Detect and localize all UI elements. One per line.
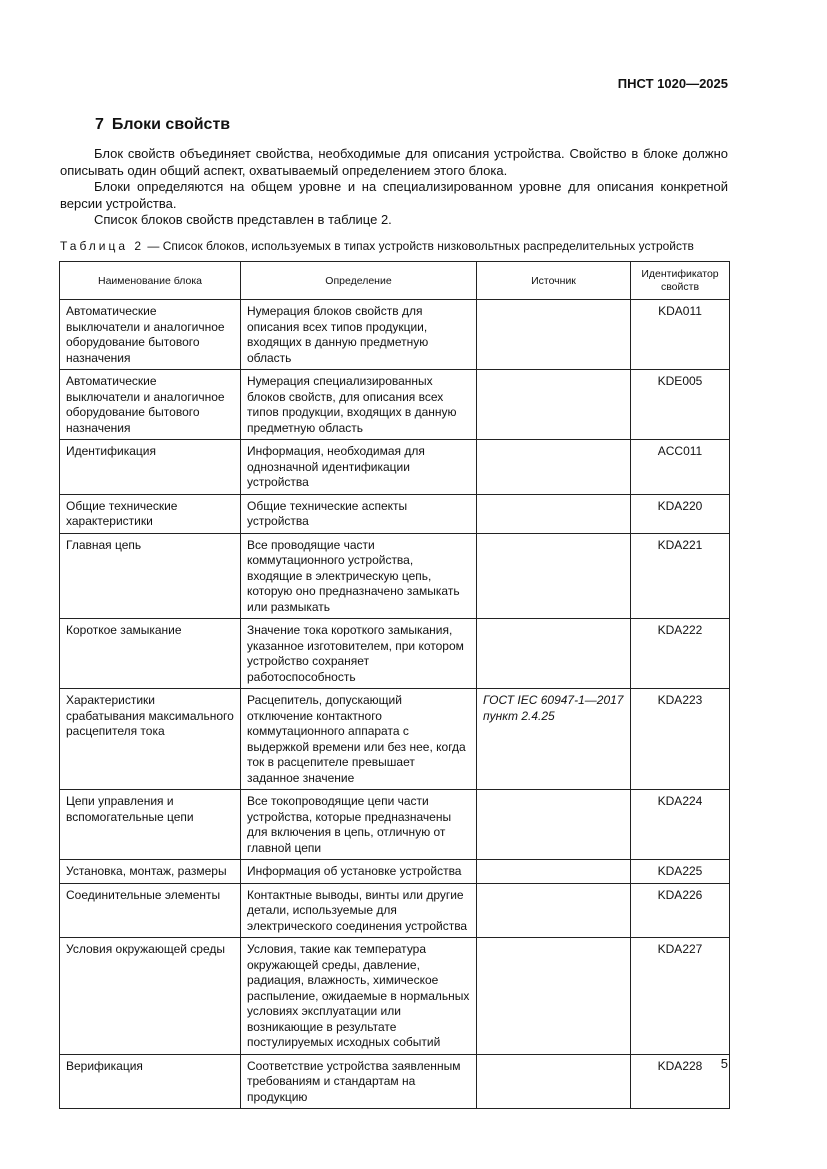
table-row <box>60 370 730 440</box>
table-row <box>60 1054 730 1109</box>
paragraph: Список блоков свойств представлен в таблице 2. <box>94 212 392 227</box>
cell-definition: Нумерация блоков свойств для описания всех типов продукции, входящих в данную предметную область <box>241 300 477 370</box>
table-row <box>60 790 730 860</box>
table-row <box>60 440 730 495</box>
header-property-id: Идентификатор свойств <box>631 262 730 300</box>
paragraph: Блоки определяются на общем уровне и на специализированном уровне для описания конкретной версии устройства. <box>60 179 728 211</box>
cell-source <box>477 300 631 370</box>
cell-property-id: KDE005 <box>631 370 730 440</box>
document-code: ПНСТ 1020—2025 <box>617 76 728 91</box>
cell-source <box>477 1054 631 1109</box>
cell-block-name: Автоматические выключатели и аналогичное оборудование бытового назначения <box>60 370 241 440</box>
cell-definition: Нумерация специализированных блоков свойств, для описания всех типов продукции, входящих в данную предметную область <box>241 370 477 440</box>
cell-source <box>477 938 631 1055</box>
table-row <box>60 619 730 689</box>
table-row <box>60 860 730 884</box>
section-body <box>60 146 728 229</box>
cell-source <box>477 440 631 495</box>
table-row <box>60 533 730 619</box>
cell-property-id: KDA223 <box>631 689 730 790</box>
cell-definition: Соответствие устройства заявленным требованиям и стандартам на продукцию <box>241 1054 477 1109</box>
table-row <box>60 938 730 1055</box>
cell-block-name: Установка, монтаж, размеры <box>60 860 241 884</box>
cell-property-id: KDA228 <box>631 1054 730 1109</box>
cell-property-id: KDA220 <box>631 494 730 533</box>
page-number: 5 <box>720 1056 728 1071</box>
cell-source <box>477 370 631 440</box>
cell-block-name: Идентификация <box>60 440 241 495</box>
cell-source <box>477 533 631 619</box>
cell-definition: Все проводящие части коммутационного устройства, входящие в электрическую цепь, которую оно предназначено замыкать или размыкать <box>241 533 477 619</box>
header-block-name: Наименование блока <box>60 262 241 300</box>
cell-block-name: Автоматические выключатели и аналогичное оборудование бытового назначения <box>60 300 241 370</box>
cell-block-name: Соединительные элементы <box>60 883 241 938</box>
paragraph: Блок свойств объединяет свойства, необходимые для описания устройства. Свойство в блоке должно описывать один общий аспект, охватываемый определением этого блока. <box>60 146 728 178</box>
header-source: Источник <box>477 262 631 300</box>
cell-block-name: Главная цепь <box>60 533 241 619</box>
section-title <box>95 116 230 134</box>
table-header-row <box>60 262 730 300</box>
cell-property-id: KDA011 <box>631 300 730 370</box>
cell-property-id: KDA227 <box>631 938 730 1055</box>
cell-property-id: KDA224 <box>631 790 730 860</box>
table-caption <box>60 239 694 253</box>
cell-source <box>477 883 631 938</box>
cell-source <box>477 790 631 860</box>
section-title-text: Блоки свойств <box>111 116 231 133</box>
section-number: 7 <box>95 116 104 133</box>
cell-definition: Общие технические аспекты устройства <box>241 494 477 533</box>
table-row <box>60 300 730 370</box>
cell-property-id: KDA222 <box>631 619 730 689</box>
table-row <box>60 883 730 938</box>
cell-block-name: Цепи управления и вспомогательные цепи <box>60 790 241 860</box>
header-definition: Определение <box>241 262 477 300</box>
cell-block-name: Короткое замыкание <box>60 619 241 689</box>
cell-block-name: Характеристики срабатывания максимального расцепителя тока <box>60 689 241 790</box>
cell-property-id: KDA226 <box>631 883 730 938</box>
cell-definition: Условия, такие как температура окружающей среды, давление, радиация, влажность, химическое распыление, ожидаемые в нормальных условиях эксплуатации или возникающие в результате постулируемых исходных событий <box>241 938 477 1055</box>
cell-property-id: ACC011 <box>631 440 730 495</box>
table-row <box>60 494 730 533</box>
cell-definition: Расцепитель, допускающий отключение контактного коммутационного аппарата с выдержкой времени или без нее, когда ток в расцепителе превышает заданное значение <box>241 689 477 790</box>
table-caption-label: Таблица 2 <box>60 239 145 253</box>
cell-definition: Значение тока короткого замыкания, указанное изготовителем, при котором устройство сохраняет работоспособность <box>241 619 477 689</box>
cell-property-id: KDA225 <box>631 860 730 884</box>
cell-definition: Все токопроводящие цепи части устройства, которые предназначены для включения в цепь, отличную от главной цепи <box>241 790 477 860</box>
cell-source <box>477 860 631 884</box>
table-row <box>60 689 730 790</box>
table-caption-text: — Список блоков, используемых в типах устройств низковольтных распределительных устройств <box>144 239 694 253</box>
cell-property-id: KDA221 <box>631 533 730 619</box>
cell-source <box>477 494 631 533</box>
cell-block-name: Общие технические характеристики <box>60 494 241 533</box>
cell-source: ГОСТ IEC 60947-1—2017 пункт 2.4.25 <box>477 689 631 790</box>
cell-definition: Контактные выводы, винты или другие детали, используемые для электрического соединения устройства <box>241 883 477 938</box>
cell-source <box>477 619 631 689</box>
cell-block-name: Условия окружающей среды <box>60 938 241 1055</box>
cell-block-name: Верификация <box>60 1054 241 1109</box>
cell-definition: Информация, необходимая для однозначной идентификации устройства <box>241 440 477 495</box>
blocks-table <box>59 261 730 1109</box>
cell-definition: Информация об установке устройства <box>241 860 477 884</box>
